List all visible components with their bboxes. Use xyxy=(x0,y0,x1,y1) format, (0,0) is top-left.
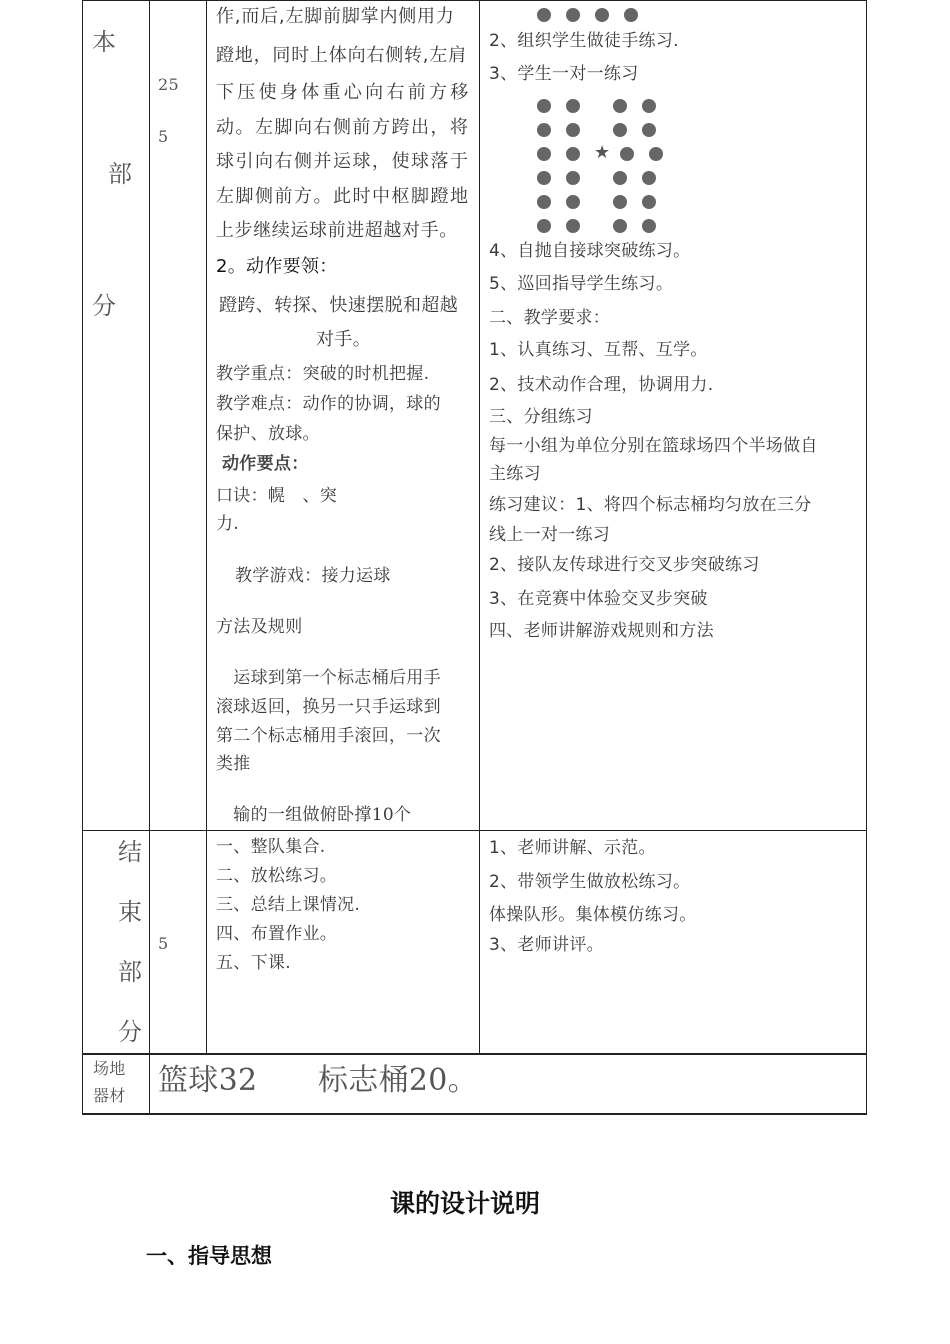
formation-dot xyxy=(642,123,656,137)
table-bottom-border xyxy=(82,1113,867,1115)
org-line-8: 三、分组练习 xyxy=(489,407,593,427)
formation-dot xyxy=(649,147,663,161)
equipment-label-line-1: 场地 xyxy=(93,1059,126,1078)
content-line-7: 上步继续运球前进超越对手。 xyxy=(216,220,458,241)
org-line-4: 5、巡回指导学生练习。 xyxy=(489,274,674,294)
formation-dot xyxy=(537,147,551,161)
column-divider-1 xyxy=(149,0,150,1115)
end-label-char-1: 结 xyxy=(118,838,142,866)
game-name: 接力运球 xyxy=(321,566,391,586)
essentials-line-2: 对手。 xyxy=(316,329,371,350)
column-divider-2 xyxy=(206,0,207,1054)
end-content-line-3: 三、总结上课情况. xyxy=(216,895,361,915)
formation-dot xyxy=(566,219,580,233)
rules-line-1: 运球到第一个标志桶后用手 xyxy=(216,668,441,688)
formation-dot xyxy=(537,195,551,209)
key-point xyxy=(216,359,429,384)
end-content-line-4: 四、布置作业。 xyxy=(216,924,338,944)
content-line-2: 蹬地，同时上体向右侧转,左肩 xyxy=(216,45,467,66)
end-org-line-1: 1、老师讲解、示范。 xyxy=(489,838,656,858)
formula-line-1: 口诀：幌 、突 xyxy=(216,486,338,506)
formation-dot xyxy=(566,147,580,161)
end-label-char-3: 部 xyxy=(118,958,142,986)
table-top-border xyxy=(82,0,867,1)
content-line-5: 球引向右侧并运球，使球落于 xyxy=(216,151,470,172)
formation-dot xyxy=(566,8,580,22)
end-label-char-4: 分 xyxy=(118,1018,142,1046)
formation-dot xyxy=(537,8,551,22)
formation-dot xyxy=(566,99,580,113)
design-title: 课的设计说明 xyxy=(390,1189,541,1218)
essentials-line-1: 蹬跨、转探、快速摆脱和超越 xyxy=(219,295,459,316)
penalty: 输的一组做俯卧撑10个 xyxy=(216,805,412,825)
formation-dot xyxy=(566,195,580,209)
equipment-label-line-2: 器材 xyxy=(93,1086,126,1105)
end-content-line-2: 二、放松练习。 xyxy=(216,866,338,886)
main-label-char-1: 本 xyxy=(92,28,116,56)
difficulty-text-2: 保护、放球。 xyxy=(216,424,320,444)
end-org-line-3: 体操队形。集体模仿练习。 xyxy=(489,905,697,925)
org-line-6: 1、认真练习、互帮、互学。 xyxy=(489,340,708,360)
difficulty-text-1: 动作的协调，球的 xyxy=(302,394,441,414)
formation-dot xyxy=(613,123,627,137)
content-line-3: 下压使身体重心向右前方移 xyxy=(216,82,472,103)
key-point-label: 教学重点： xyxy=(216,364,303,384)
essentials-title: 2。动作要领： xyxy=(216,256,338,277)
main-time-5: 5 xyxy=(158,127,169,146)
formation-dot xyxy=(566,171,580,185)
method-label: 方法及规则 xyxy=(216,617,303,637)
org-line-15: 四、老师讲解游戏规则和方法 xyxy=(489,621,714,641)
formation-dot xyxy=(566,123,580,137)
content-line-6: 左脚侧前方。此时中枢脚蹬地 xyxy=(216,186,470,207)
org-line-13: 2、接队友传球进行交叉步突破练习 xyxy=(489,555,760,575)
design-section-1: 一、指导思想 xyxy=(146,1243,272,1268)
formation-dot xyxy=(642,171,656,185)
points-label: 动作要点： xyxy=(222,454,309,474)
org-line-3: 4、自抛自接球突破练习。 xyxy=(489,241,691,261)
equipment-value: 篮球32 标志桶20。 xyxy=(158,1063,478,1098)
end-org-line-2: 2、带领学生做放松练习。 xyxy=(489,872,691,892)
formation-dot xyxy=(613,171,627,185)
formation-dot xyxy=(642,99,656,113)
end-label-char-2: 束 xyxy=(118,898,142,926)
formation-dot xyxy=(642,195,656,209)
column-divider-3 xyxy=(479,0,480,1054)
formation-dot xyxy=(537,123,551,137)
key-point-text: 突破的时机把握. xyxy=(302,364,430,384)
main-label-char-2: 部 xyxy=(108,160,132,188)
org-line-14: 3、在竞赛中体验交叉步突破 xyxy=(489,589,708,609)
formation-dot xyxy=(537,219,551,233)
table-border-left xyxy=(82,0,83,1115)
rules-line-3: 第二个标志桶用手滚回，一次 xyxy=(216,726,441,746)
difficulty xyxy=(216,389,441,414)
row-divider-main-end xyxy=(82,830,867,831)
formation-dot xyxy=(537,171,551,185)
rules-line-2: 滚球返回，换另一只手运球到 xyxy=(216,697,441,717)
end-content-line-1: 一、整队集合. xyxy=(216,837,326,857)
org-line-10: 主练习 xyxy=(489,464,541,484)
rules-line-4: 类推 xyxy=(216,754,251,774)
end-time-5: 5 xyxy=(158,934,169,953)
game xyxy=(235,561,391,586)
content-line-4: 动。左脚向右侧前方跨出，将 xyxy=(216,117,470,138)
main-time-25: 25 xyxy=(158,75,179,94)
org-line-9: 每一小组为单位分别在篮球场四个半场做自 xyxy=(489,436,818,456)
content-line-1: 作,而后,左脚前脚掌内侧用力 xyxy=(216,6,455,27)
formation-dot xyxy=(613,99,627,113)
formation-dot xyxy=(595,8,609,22)
game-label: 教学游戏： xyxy=(235,566,322,586)
formation-dot xyxy=(537,99,551,113)
difficulty-label: 教学难点： xyxy=(216,394,303,414)
table-border-right xyxy=(866,0,867,1115)
formation-dot xyxy=(624,8,638,22)
org-line-1: 2、组织学生做徒手练习. xyxy=(489,31,679,51)
formation-dot xyxy=(620,147,634,161)
formula-line-2: 力. xyxy=(216,514,240,534)
teacher-star-icon: ★ xyxy=(594,142,611,163)
end-content-line-5: 五、下课. xyxy=(216,953,291,973)
main-label-char-3: 分 xyxy=(92,292,116,320)
formation-dot xyxy=(642,219,656,233)
org-line-11: 练习建议：1、将四个标志桶均匀放在三分 xyxy=(489,495,812,515)
org-line-12: 线上一对一练习 xyxy=(489,525,611,545)
formation-dot xyxy=(613,219,627,233)
formation-dot xyxy=(613,195,627,209)
org-line-2: 3、学生一对一练习 xyxy=(489,64,639,84)
org-line-5: 二、教学要求： xyxy=(489,308,611,328)
org-line-7: 2、技术动作合理，协调用力. xyxy=(489,375,714,395)
end-org-line-4: 3、老师讲评。 xyxy=(489,935,604,955)
